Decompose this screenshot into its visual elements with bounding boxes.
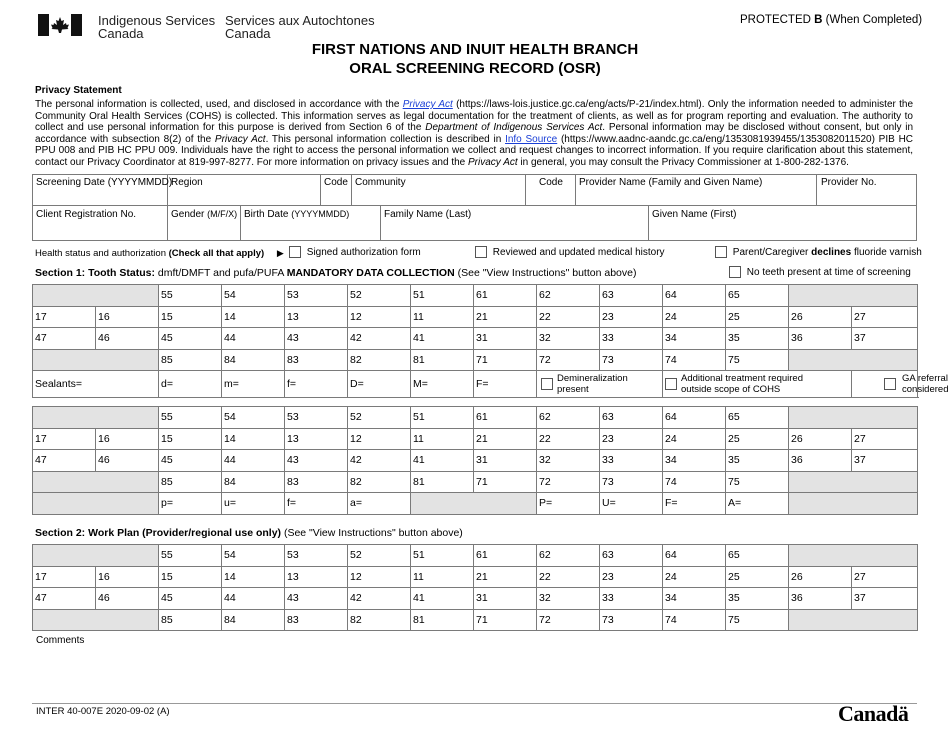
tooth-cell[interactable]: 11: [411, 306, 474, 328]
tooth-cell[interactable]: 27: [852, 306, 918, 328]
tooth-cell[interactable]: 16: [96, 428, 159, 450]
tooth-cell[interactable]: 15: [159, 428, 222, 450]
tooth-cell[interactable]: 35: [726, 588, 789, 610]
tooth-cell[interactable]: 65: [726, 285, 789, 307]
tooth-cell[interactable]: 81: [411, 471, 474, 493]
tooth-cell[interactable]: 45: [159, 450, 222, 472]
tooth-cell[interactable]: 73: [600, 609, 663, 631]
tooth-cell[interactable]: 83: [285, 609, 348, 631]
health-status-label: Health status and authorization (Check all that apply) ▶: [35, 248, 284, 259]
tooth-cell[interactable]: 36: [789, 588, 852, 610]
tooth-cell[interactable]: 64: [663, 285, 726, 307]
tooth-cell[interactable]: 23: [600, 306, 663, 328]
tooth-cell[interactable]: 84: [222, 349, 285, 371]
tooth-cell[interactable]: 12: [348, 428, 411, 450]
ga-referral-checkbox[interactable]: GA referral considered: [852, 371, 918, 398]
tooth-cell[interactable]: 41: [411, 328, 474, 350]
tooth-cell[interactable]: 53: [285, 407, 348, 429]
tooth-cell[interactable]: 44: [222, 588, 285, 610]
tooth-cell[interactable]: 35: [726, 328, 789, 350]
tooth-cell[interactable]: 32: [537, 450, 600, 472]
pufa-p-field[interactable]: p=: [159, 493, 222, 515]
dept-name-fr: Services aux Autochtones Canada: [225, 13, 375, 41]
pufa-F-field[interactable]: F=: [663, 493, 726, 515]
tooth-cell[interactable]: 43: [285, 588, 348, 610]
tooth-cell[interactable]: 22: [537, 306, 600, 328]
tooth-cell[interactable]: 42: [348, 328, 411, 350]
dmft-F-field[interactable]: F=: [474, 371, 537, 398]
tooth-cell[interactable]: 42: [348, 588, 411, 610]
given-name-field[interactable]: Given Name (First): [652, 209, 737, 220]
privacy-heading: Privacy Statement: [35, 85, 122, 96]
tooth-cell[interactable]: 11: [411, 566, 474, 588]
tooth-cell[interactable]: 25: [726, 428, 789, 450]
tooth-cell[interactable]: 82: [348, 349, 411, 371]
tooth-cell[interactable]: 26: [789, 428, 852, 450]
tooth-cell[interactable]: 32: [537, 588, 600, 610]
tooth-cell[interactable]: 44: [222, 328, 285, 350]
privacy-act-link[interactable]: Privacy Act: [402, 99, 453, 110]
pufa-A-field[interactable]: A=: [726, 493, 789, 515]
tooth-cell[interactable]: 73: [600, 471, 663, 493]
dmft-d-field[interactable]: d=: [159, 371, 222, 398]
screening-date-field[interactable]: Screening Date (YYYYMMDD): [36, 177, 173, 188]
tooth-cell[interactable]: 64: [663, 407, 726, 429]
tooth-cell[interactable]: 46: [96, 450, 159, 472]
tooth-cell[interactable]: 14: [222, 306, 285, 328]
tooth-cell[interactable]: 85: [159, 471, 222, 493]
tooth-cell[interactable]: 64: [663, 545, 726, 567]
dept-name-en: Indigenous Services Canada: [98, 13, 216, 41]
community-field[interactable]: Community: [355, 177, 406, 188]
tooth-cell[interactable]: 12: [348, 566, 411, 588]
tooth-cell[interactable]: 85: [159, 609, 222, 631]
tooth-cell[interactable]: 84: [222, 471, 285, 493]
tooth-cell[interactable]: 21: [474, 428, 537, 450]
tooth-cell[interactable]: 72: [537, 471, 600, 493]
tooth-cell[interactable]: 17: [33, 428, 96, 450]
tooth-cell[interactable]: 62: [537, 285, 600, 307]
dmft-D-field[interactable]: D=: [348, 371, 411, 398]
canada-wordmark: Canadä: [838, 701, 909, 726]
tooth-cell[interactable]: 24: [663, 566, 726, 588]
tooth-cell[interactable]: 23: [600, 566, 663, 588]
tooth-cell[interactable]: 47: [33, 328, 96, 350]
region-field[interactable]: Region: [171, 177, 203, 188]
additional-treatment-checkbox[interactable]: Additional treatment required outside scope of COHS: [663, 371, 852, 398]
work-plan-grid: [32, 544, 918, 631]
tooth-cell[interactable]: 31: [474, 328, 537, 350]
tooth-cell[interactable]: 72: [537, 609, 600, 631]
tooth-cell[interactable]: 44: [222, 450, 285, 472]
declines-fluoride-checkbox[interactable]: Parent/Caregiver declines fluoride varnish: [715, 246, 922, 258]
tooth-cell[interactable]: 37: [852, 328, 918, 350]
tooth-cell[interactable]: 54: [222, 285, 285, 307]
tooth-cell[interactable]: 63: [600, 545, 663, 567]
tooth-cell[interactable]: 45: [159, 588, 222, 610]
privacy-statement: The personal information is collected, used, and disclosed in accordance with the Privacy Act (https://laws-lois.justice.gc.ca/eng/acts/P-21/index.html). Only the information needed to administer the Community Oral Health Services (COHS) is collected. This information serves as legal documentation for the treatment of clients, as well as for program reporting and evaluation. The authority to collect and use personal information for this purpose is derived from Section 6 of the Department of Indigenous Services Act. Personal information may be disclosed without consent, but only in accordance with subsection 8(2) of the Privacy Act. This personal information collection is described in Info Source (https://www.aadnc-aandc.gc.ca/eng/1353081939455/1353082011520) PIB HC PPU 008 and PIB HC PPU 009. Individuals have the right to access the personal information we collect and request changes to incorrect information. If you require clarification about this statement, contact our Privacy Coordinator at 819-997-8277. For more information on privacy issues and the Privacy Act in general, you may consult the Privacy Commissioner at 1-800-282-1376.: [35, 99, 914, 168]
canada-flag-logo: [38, 14, 82, 36]
tooth-cell[interactable]: 41: [411, 450, 474, 472]
tooth-cell[interactable]: 27: [852, 566, 918, 588]
form-title: FIRST NATIONS AND INUIT HEALTH BRANCH ORAL SCREENING RECORD (OSR): [311, 41, 639, 77]
tooth-cell[interactable]: 47: [33, 450, 96, 472]
tooth-cell[interactable]: 12: [348, 306, 411, 328]
birth-date-field[interactable]: Birth Date (YYYYMMDD): [244, 209, 350, 220]
tooth-cell[interactable]: 84: [222, 609, 285, 631]
tooth-cell[interactable]: 75: [726, 471, 789, 493]
tooth-cell[interactable]: 11: [411, 428, 474, 450]
tooth-cell[interactable]: 41: [411, 588, 474, 610]
tooth-cell[interactable]: 55: [159, 407, 222, 429]
tooth-cell[interactable]: 43: [285, 450, 348, 472]
tooth-cell[interactable]: 43: [285, 328, 348, 350]
tooth-cell[interactable]: 33: [600, 588, 663, 610]
client-registration-field[interactable]: Client Registration No.: [36, 209, 137, 220]
form-number: INTER 40-007E 2020-09-02 (A): [36, 706, 170, 717]
tooth-cell[interactable]: 54: [222, 545, 285, 567]
pufa-a-field[interactable]: a=: [348, 493, 411, 515]
arrow-right-icon: ▶: [276, 248, 284, 258]
tooth-cell[interactable]: 65: [726, 545, 789, 567]
tooth-cell[interactable]: 61: [474, 545, 537, 567]
tooth-cell[interactable]: 15: [159, 566, 222, 588]
tooth-cell[interactable]: 36: [789, 450, 852, 472]
sealants-field[interactable]: Sealants=: [33, 371, 159, 398]
dmft-m-field[interactable]: m=: [222, 371, 285, 398]
tooth-cell[interactable]: 45: [159, 328, 222, 350]
tooth-cell[interactable]: 53: [285, 545, 348, 567]
info-source-link[interactable]: Info Source: [505, 133, 558, 145]
tooth-cell[interactable]: 36: [789, 328, 852, 350]
tooth-cell[interactable]: 37: [852, 450, 918, 472]
protected-label: PROTECTED B (When Completed): [740, 14, 923, 26]
tooth-cell[interactable]: 71: [474, 349, 537, 371]
tooth-cell[interactable]: 85: [159, 349, 222, 371]
tooth-cell[interactable]: 46: [96, 328, 159, 350]
tooth-cell[interactable]: 13: [285, 428, 348, 450]
tooth-cell[interactable]: 72: [537, 349, 600, 371]
dmft-M-field[interactable]: M=: [411, 371, 474, 398]
tooth-cell[interactable]: 82: [348, 471, 411, 493]
tooth-cell[interactable]: 21: [474, 566, 537, 588]
tooth-cell[interactable]: 23: [600, 428, 663, 450]
tooth-cell[interactable]: 33: [600, 450, 663, 472]
tooth-status-grid-pufa: [32, 406, 918, 515]
tooth-cell[interactable]: 31: [474, 588, 537, 610]
tooth-cell[interactable]: 51: [411, 407, 474, 429]
tooth-cell[interactable]: 34: [663, 588, 726, 610]
tooth-cell[interactable]: 53: [285, 285, 348, 307]
tooth-cell[interactable]: 46: [96, 588, 159, 610]
tooth-cell[interactable]: 25: [726, 566, 789, 588]
tooth-cell[interactable]: 55: [159, 285, 222, 307]
tooth-cell[interactable]: 52: [348, 545, 411, 567]
tooth-cell[interactable]: 54: [222, 407, 285, 429]
signed-authorization-checkbox[interactable]: Signed authorization form: [289, 246, 421, 258]
tooth-cell[interactable]: 35: [726, 450, 789, 472]
no-teeth-checkbox[interactable]: No teeth present at time of screening: [729, 266, 911, 278]
tooth-cell[interactable]: 52: [348, 285, 411, 307]
tooth-cell[interactable]: 25: [726, 306, 789, 328]
tooth-cell[interactable]: 55: [159, 545, 222, 567]
pufa-P-field[interactable]: P=: [537, 493, 600, 515]
tooth-cell[interactable]: 81: [411, 609, 474, 631]
tooth-cell[interactable]: 51: [411, 545, 474, 567]
tooth-cell[interactable]: 26: [789, 306, 852, 328]
tooth-cell[interactable]: 16: [96, 566, 159, 588]
tooth-cell[interactable]: 37: [852, 588, 918, 610]
tooth-cell[interactable]: 83: [285, 471, 348, 493]
demineralization-checkbox[interactable]: Demineralization present: [537, 371, 663, 398]
dmft-f-field[interactable]: f=: [285, 371, 348, 398]
tooth-cell[interactable]: 17: [33, 306, 96, 328]
tooth-cell[interactable]: 63: [600, 407, 663, 429]
pufa-f-field[interactable]: f=: [285, 493, 348, 515]
tooth-cell[interactable]: 13: [285, 566, 348, 588]
tooth-cell[interactable]: 24: [663, 306, 726, 328]
tooth-cell[interactable]: 73: [600, 349, 663, 371]
tooth-cell[interactable]: 62: [537, 407, 600, 429]
tooth-cell[interactable]: 34: [663, 328, 726, 350]
tooth-cell[interactable]: 75: [726, 349, 789, 371]
provider-no-field[interactable]: Provider No.: [821, 177, 877, 188]
family-name-field[interactable]: Family Name (Last): [384, 209, 472, 220]
tooth-cell[interactable]: 21: [474, 306, 537, 328]
tooth-status-grid-dmft: [32, 284, 949, 398]
tooth-cell[interactable]: 71: [474, 609, 537, 631]
tooth-cell[interactable]: 52: [348, 407, 411, 429]
tooth-cell[interactable]: 42: [348, 450, 411, 472]
provider-name-field[interactable]: Provider Name (Family and Given Name): [579, 177, 763, 188]
tooth-cell[interactable]: 74: [663, 471, 726, 493]
tooth-cell[interactable]: 65: [726, 407, 789, 429]
tooth-cell[interactable]: 13: [285, 306, 348, 328]
tooth-cell[interactable]: 15: [159, 306, 222, 328]
section2-title: Section 2: Work Plan (Provider/regional use only) (See "View Instructions" button above): [35, 527, 463, 539]
tooth-cell[interactable]: 32: [537, 328, 600, 350]
tooth-cell[interactable]: 31: [474, 450, 537, 472]
tooth-cell[interactable]: 16: [96, 306, 159, 328]
tooth-cell[interactable]: 27: [852, 428, 918, 450]
tooth-cell[interactable]: 74: [663, 609, 726, 631]
tooth-cell[interactable]: 14: [222, 428, 285, 450]
tooth-cell[interactable]: 22: [537, 428, 600, 450]
tooth-cell[interactable]: 71: [474, 471, 537, 493]
tooth-cell[interactable]: 81: [411, 349, 474, 371]
gender-field[interactable]: Gender (M/F/X): [171, 209, 238, 220]
pufa-u-field[interactable]: u=: [222, 493, 285, 515]
tooth-cell[interactable]: 83: [285, 349, 348, 371]
section1-title: Section 1: Tooth Status: dmft/DMFT and pufa/PUFA MANDATORY DATA COLLECTION (See "View Instructions" button above): [35, 267, 637, 279]
tooth-cell[interactable]: 63: [600, 285, 663, 307]
region-code-field[interactable]: Code: [324, 177, 348, 188]
reviewed-history-checkbox[interactable]: Reviewed and updated medical history: [475, 246, 665, 258]
tooth-cell[interactable]: 82: [348, 609, 411, 631]
pufa-U-field[interactable]: U=: [600, 493, 663, 515]
tooth-cell[interactable]: 51: [411, 285, 474, 307]
tooth-cell[interactable]: 17: [33, 566, 96, 588]
tooth-cell[interactable]: 75: [726, 609, 789, 631]
tooth-cell[interactable]: 14: [222, 566, 285, 588]
tooth-cell[interactable]: 34: [663, 450, 726, 472]
tooth-cell[interactable]: 24: [663, 428, 726, 450]
tooth-cell[interactable]: 22: [537, 566, 600, 588]
tooth-cell[interactable]: 26: [789, 566, 852, 588]
tooth-cell[interactable]: 74: [663, 349, 726, 371]
tooth-cell[interactable]: 33: [600, 328, 663, 350]
tooth-cell[interactable]: 61: [474, 285, 537, 307]
community-code-field[interactable]: Code: [539, 177, 563, 188]
comments-field[interactable]: Comments: [36, 635, 85, 646]
tooth-cell[interactable]: 62: [537, 545, 600, 567]
tooth-cell[interactable]: 61: [474, 407, 537, 429]
tooth-cell[interactable]: 47: [33, 588, 96, 610]
